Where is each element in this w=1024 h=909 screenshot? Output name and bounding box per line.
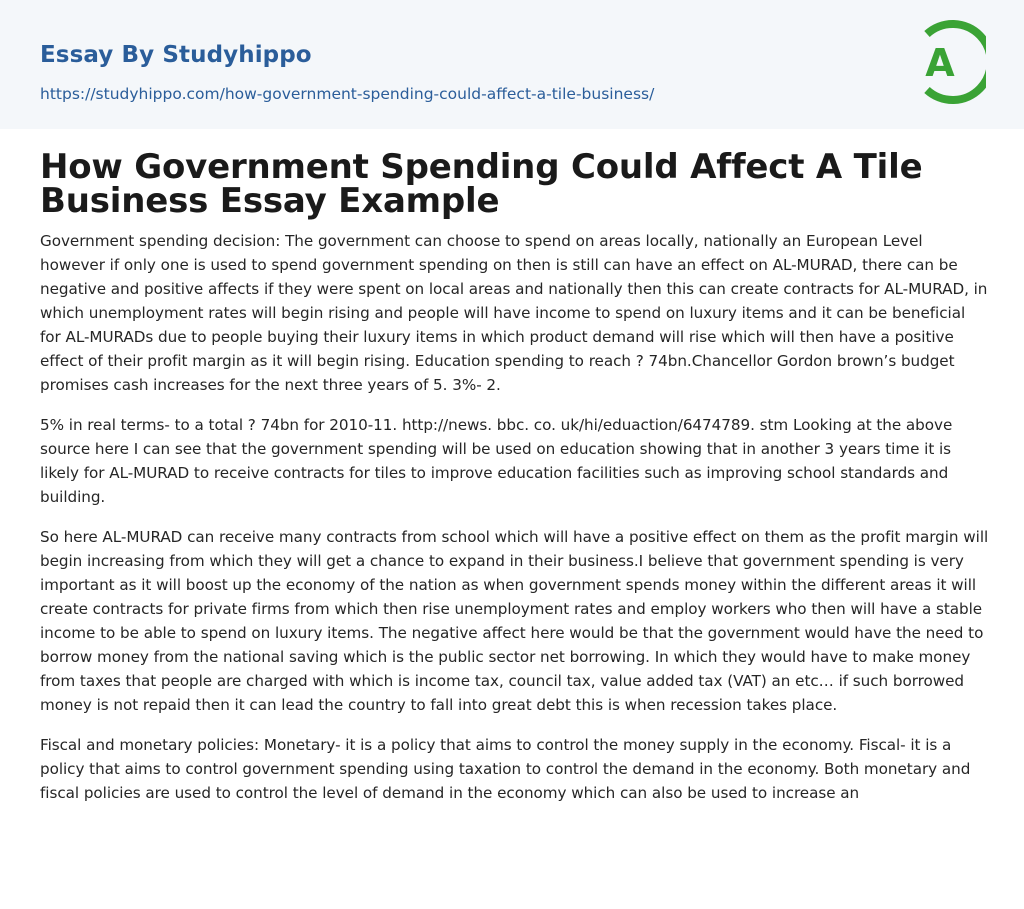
logo-letter: A: [925, 41, 955, 85]
essay-paragraph: Fiscal and monetary policies: Monetary- it is a policy that aims to control the money supply in the economy. Fiscal- it is a policy that aims to control government spending using taxation to control the demand in the economy. Both monetary and fiscal policies are used to control the level of demand in the economy which can also be used to increase an: [40, 736, 971, 802]
essay-paragraph: So here AL-MURAD can receive many contracts from school which will have a positive effect on them as the profit margin will begin increasing from which they will get a chance to expand in their business.I believe that government spending is very important as it will boost up the economy of the nation as when government spends money within the different areas it will create contracts for private firms from which then rise unemployment rates and employ workers who then will have a stable income to be able to spend on luxury items. The negative affect here would be that the government would have the need to borrow money from the national saving which is the public sector net borrowing. In which they would have to make money from taxes that people are charged with which is income tax, council tax, value added tax (VAT) an etc… if such borrowed money is not repaid then it can lead the country to fall into great debt this is when recession takes place.: [40, 528, 989, 714]
page-title: How Government Spending Could Affect A Tile Business Essay Example: [40, 147, 923, 221]
essay-url-link[interactable]: https://studyhippo.com/how-government-spending-could-affect-a-tile-business/: [40, 85, 655, 103]
essay-body: [40, 229, 990, 821]
essay-paragraph: 5% in real terms- to a total ? 74bn for 2010-11. http://news. bbc. co. uk/hi/eduaction/6474789. stm Looking at the above source here I can see that the government spending will be used on education showing that in another 3 years time it is likely for AL-MURAD to receive contracts for tiles to improve education facilities such as improving school standards and building.: [40, 416, 953, 506]
essay-paragraph: Government spending decision: The government can choose to spend on areas locally, nationally an European Level however if only one is used to spend government spending on then is still can have an effect on AL-MURAD, there can be negative and positive affects if they were spent on local areas and nationally then this can create contracts for AL-MURAD, in which unemployment rates will begin rising and people will have income to spend on luxury items and it can be beneficial for AL-MURADs due to people buying their luxury items in which product demand will rise which will then have a positive effect of their profit margin as it will begin rising. Education spending to reach ? 74bn.Chancellor Gordon brown’s budget promises cash increases for the next three years of 5. 3%- 2.: [40, 232, 988, 394]
site-brand[interactable]: Essay By Studyhippo: [40, 42, 312, 68]
site-header: [0, 0, 1024, 129]
studyhippo-logo-icon[interactable]: [912, 18, 986, 106]
